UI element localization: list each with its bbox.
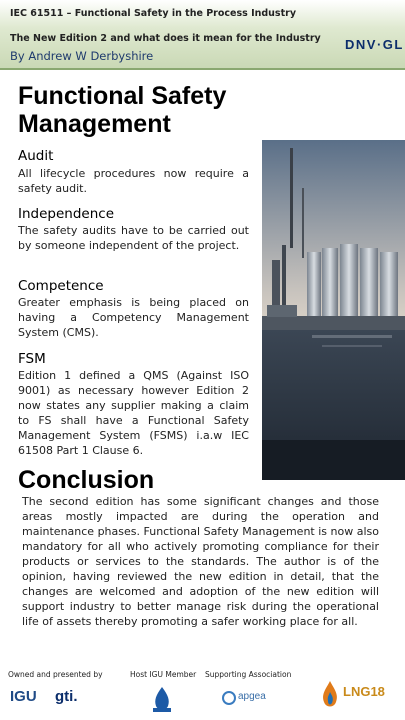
section-text-independence: The safety audits have to be carried out by someone independent of the project. bbox=[18, 224, 249, 252]
section-text-audit: All lifecycle procedures now require a safety audit. bbox=[18, 167, 249, 195]
section-heading-competence: Competence bbox=[18, 278, 104, 294]
conclusion-text: The second edition has some significant changes and those areas mostly impacted are during the operation and maintenance phases. Functional Safety Management is now also mandatory for all who actively promoting compliance for their products or services to the standards. The author is of the opinion, having reviewed the new edition in detail, that the changes are welcomed and adoption of the new edition will support industry to better manage risk during the operational life of assets thereby promoting a safer working place for all. bbox=[22, 495, 379, 628]
header-title: IEC 61511 – Functional Safety in the Process Industry bbox=[10, 8, 297, 19]
main-title: Functional Safety Management bbox=[18, 82, 227, 138]
header-subtitle: The New Edition 2 and what does it mean for the Industry bbox=[10, 33, 321, 44]
section-heading-fsm: FSM bbox=[18, 351, 46, 367]
header-divider bbox=[0, 68, 405, 70]
apgea-wordmark: apgea bbox=[238, 691, 266, 702]
owned-label: Owned and presented by bbox=[8, 670, 103, 679]
conclusion-title: Conclusion bbox=[18, 466, 155, 494]
refinery-photo bbox=[262, 140, 405, 480]
section-text-fsm: Edition 1 defined a QMS (Against ISO 9001) as necessary however Edition 2 now states any supplier making a claim to FS shall have a Functional Safety Management System (FSMS) i.a.w IEC 61508 Part 1 Clause 6. bbox=[18, 369, 249, 457]
lng-wordmark: LNG18 bbox=[343, 684, 385, 699]
igu-logo: IGU bbox=[10, 688, 37, 705]
host-label: Host IGU Member bbox=[130, 670, 197, 679]
section-text-competence: Greater emphasis is being placed on having a Competency Management System (CMS). bbox=[18, 296, 249, 339]
lng-logo-flame-icon bbox=[318, 680, 342, 718]
support-label: Supporting Association bbox=[205, 670, 292, 679]
gazprom-logo bbox=[150, 686, 174, 718]
apgea-logo bbox=[222, 690, 236, 709]
section-heading-audit: Audit bbox=[18, 148, 54, 164]
section-heading-independence: Independence bbox=[18, 206, 115, 222]
page-header bbox=[0, 0, 405, 70]
gti-logo: gti. bbox=[55, 688, 78, 705]
header-author: By Andrew W Derbyshire bbox=[10, 49, 154, 63]
dnvgl-logo: DNV·GL bbox=[345, 37, 404, 52]
page-footer bbox=[0, 662, 405, 720]
